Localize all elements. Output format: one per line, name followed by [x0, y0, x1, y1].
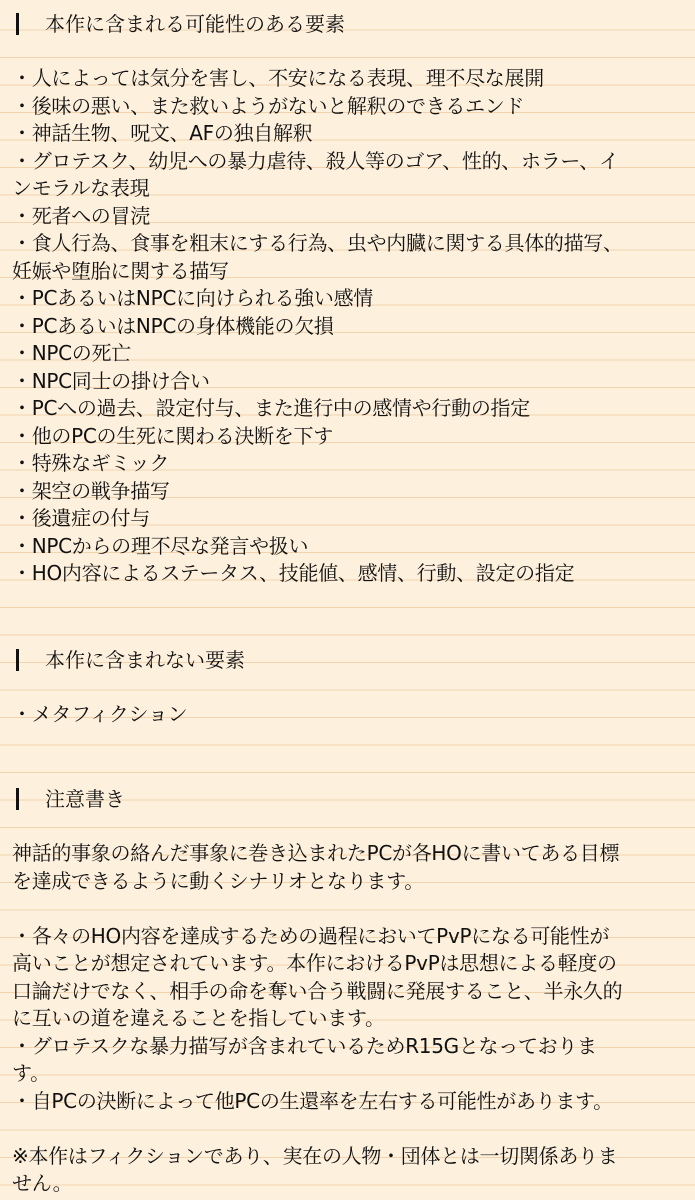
notes-line: せん。: [12, 1171, 73, 1195]
notes-line: 神話的事象の絡んだ事象に巻き込まれたPCが各HOに書いてある目標: [12, 841, 620, 865]
notes-line: ・グロテスクな暴力描写が含まれているためR15Gとなっておりま: [12, 1033, 597, 1058]
heading-text: 本作に含まれない要素: [45, 648, 245, 672]
notes-line: [12, 895, 685, 923]
notes-line: ※本作はフィクションであり、実在の人物・団体とは一切関係ありま: [12, 1143, 618, 1168]
list-item: ・架空の戦争描写: [12, 478, 170, 503]
notes-line: に互いの道を違えることを指しています。: [12, 1006, 385, 1030]
excluded-elements-list: [12, 701, 685, 729]
notes-line: 口論だけでなく、相手の命を奪い合う戦闘に発展すること、半永久的: [12, 978, 623, 1003]
section-heading-notes: [12, 785, 125, 813]
list-item: ・PCへの過去、設定付与、また進行中の感情や行動の指定: [12, 396, 530, 420]
list-item: ・NPCの死亡: [12, 341, 131, 365]
notes-line: す。: [12, 1061, 50, 1085]
list-item: ・特殊なギミック: [12, 451, 170, 475]
list-item: ・後遺症の付与: [12, 506, 150, 530]
list-item: ・死者への冒涜: [12, 203, 150, 228]
list-item: ・メタフィクション: [12, 702, 188, 726]
list-item: ・PCあるいはNPCの身体機能の欠損: [12, 313, 334, 338]
heading-bar: [16, 788, 19, 810]
list-item: ・他のPCの生死に関わる決断を下す: [12, 423, 333, 448]
included-elements-list: [12, 65, 685, 588]
list-item: 妊娠や堕胎に関する描写: [12, 258, 229, 283]
list-item: ・HO内容によるステータス、技能値、感情、行動、設定の指定: [12, 561, 575, 585]
notes-body: [12, 840, 685, 1198]
notes-line: ・各々のHO内容を達成するための過程においてPvPになる可能性が: [12, 923, 610, 948]
section-heading-excluded: [12, 646, 245, 674]
heading-text: 本作に含まれる可能性のある要素: [45, 12, 345, 36]
list-item: ・グロテスク、幼児への暴力虐待、殺人等のゴア、性的、ホラー、イ: [12, 148, 619, 173]
notes-line: [12, 1115, 685, 1143]
list-item: ・NPCからの理不尽な発言や扱い: [12, 533, 309, 558]
heading-bar: [16, 649, 19, 671]
list-item: ・後味の悪い、また救いようがないと解釈のできるエンド: [12, 93, 525, 118]
notes-line: 高いことが想定されています。本作におけるPvPは思想による軽度の: [12, 951, 617, 975]
heading-bar: [16, 13, 19, 35]
section-heading-included: [12, 10, 345, 38]
notes-line: ・自PCの決断によって他PCの生還率を左右する可能性があります。: [12, 1088, 613, 1113]
list-item: ・PCあるいはNPCに向けられる強い感情: [12, 286, 374, 310]
list-item: ・人によっては気分を害し、不安になる表現、理不尽な展開: [12, 66, 544, 90]
list-item: ・神話生物、呪文、AFの独自解釈: [12, 121, 313, 145]
list-item: ・食人行為、食事を粗末にする行為、虫や内臓に関する具体的描写、: [12, 231, 623, 255]
list-item: ・NPC同士の掛け合い: [12, 368, 210, 393]
notes-line: を達成できるように動くシナリオとなります。: [12, 868, 424, 893]
list-item: ンモラルな表現: [12, 176, 150, 200]
heading-text: 注意書き: [45, 787, 125, 811]
